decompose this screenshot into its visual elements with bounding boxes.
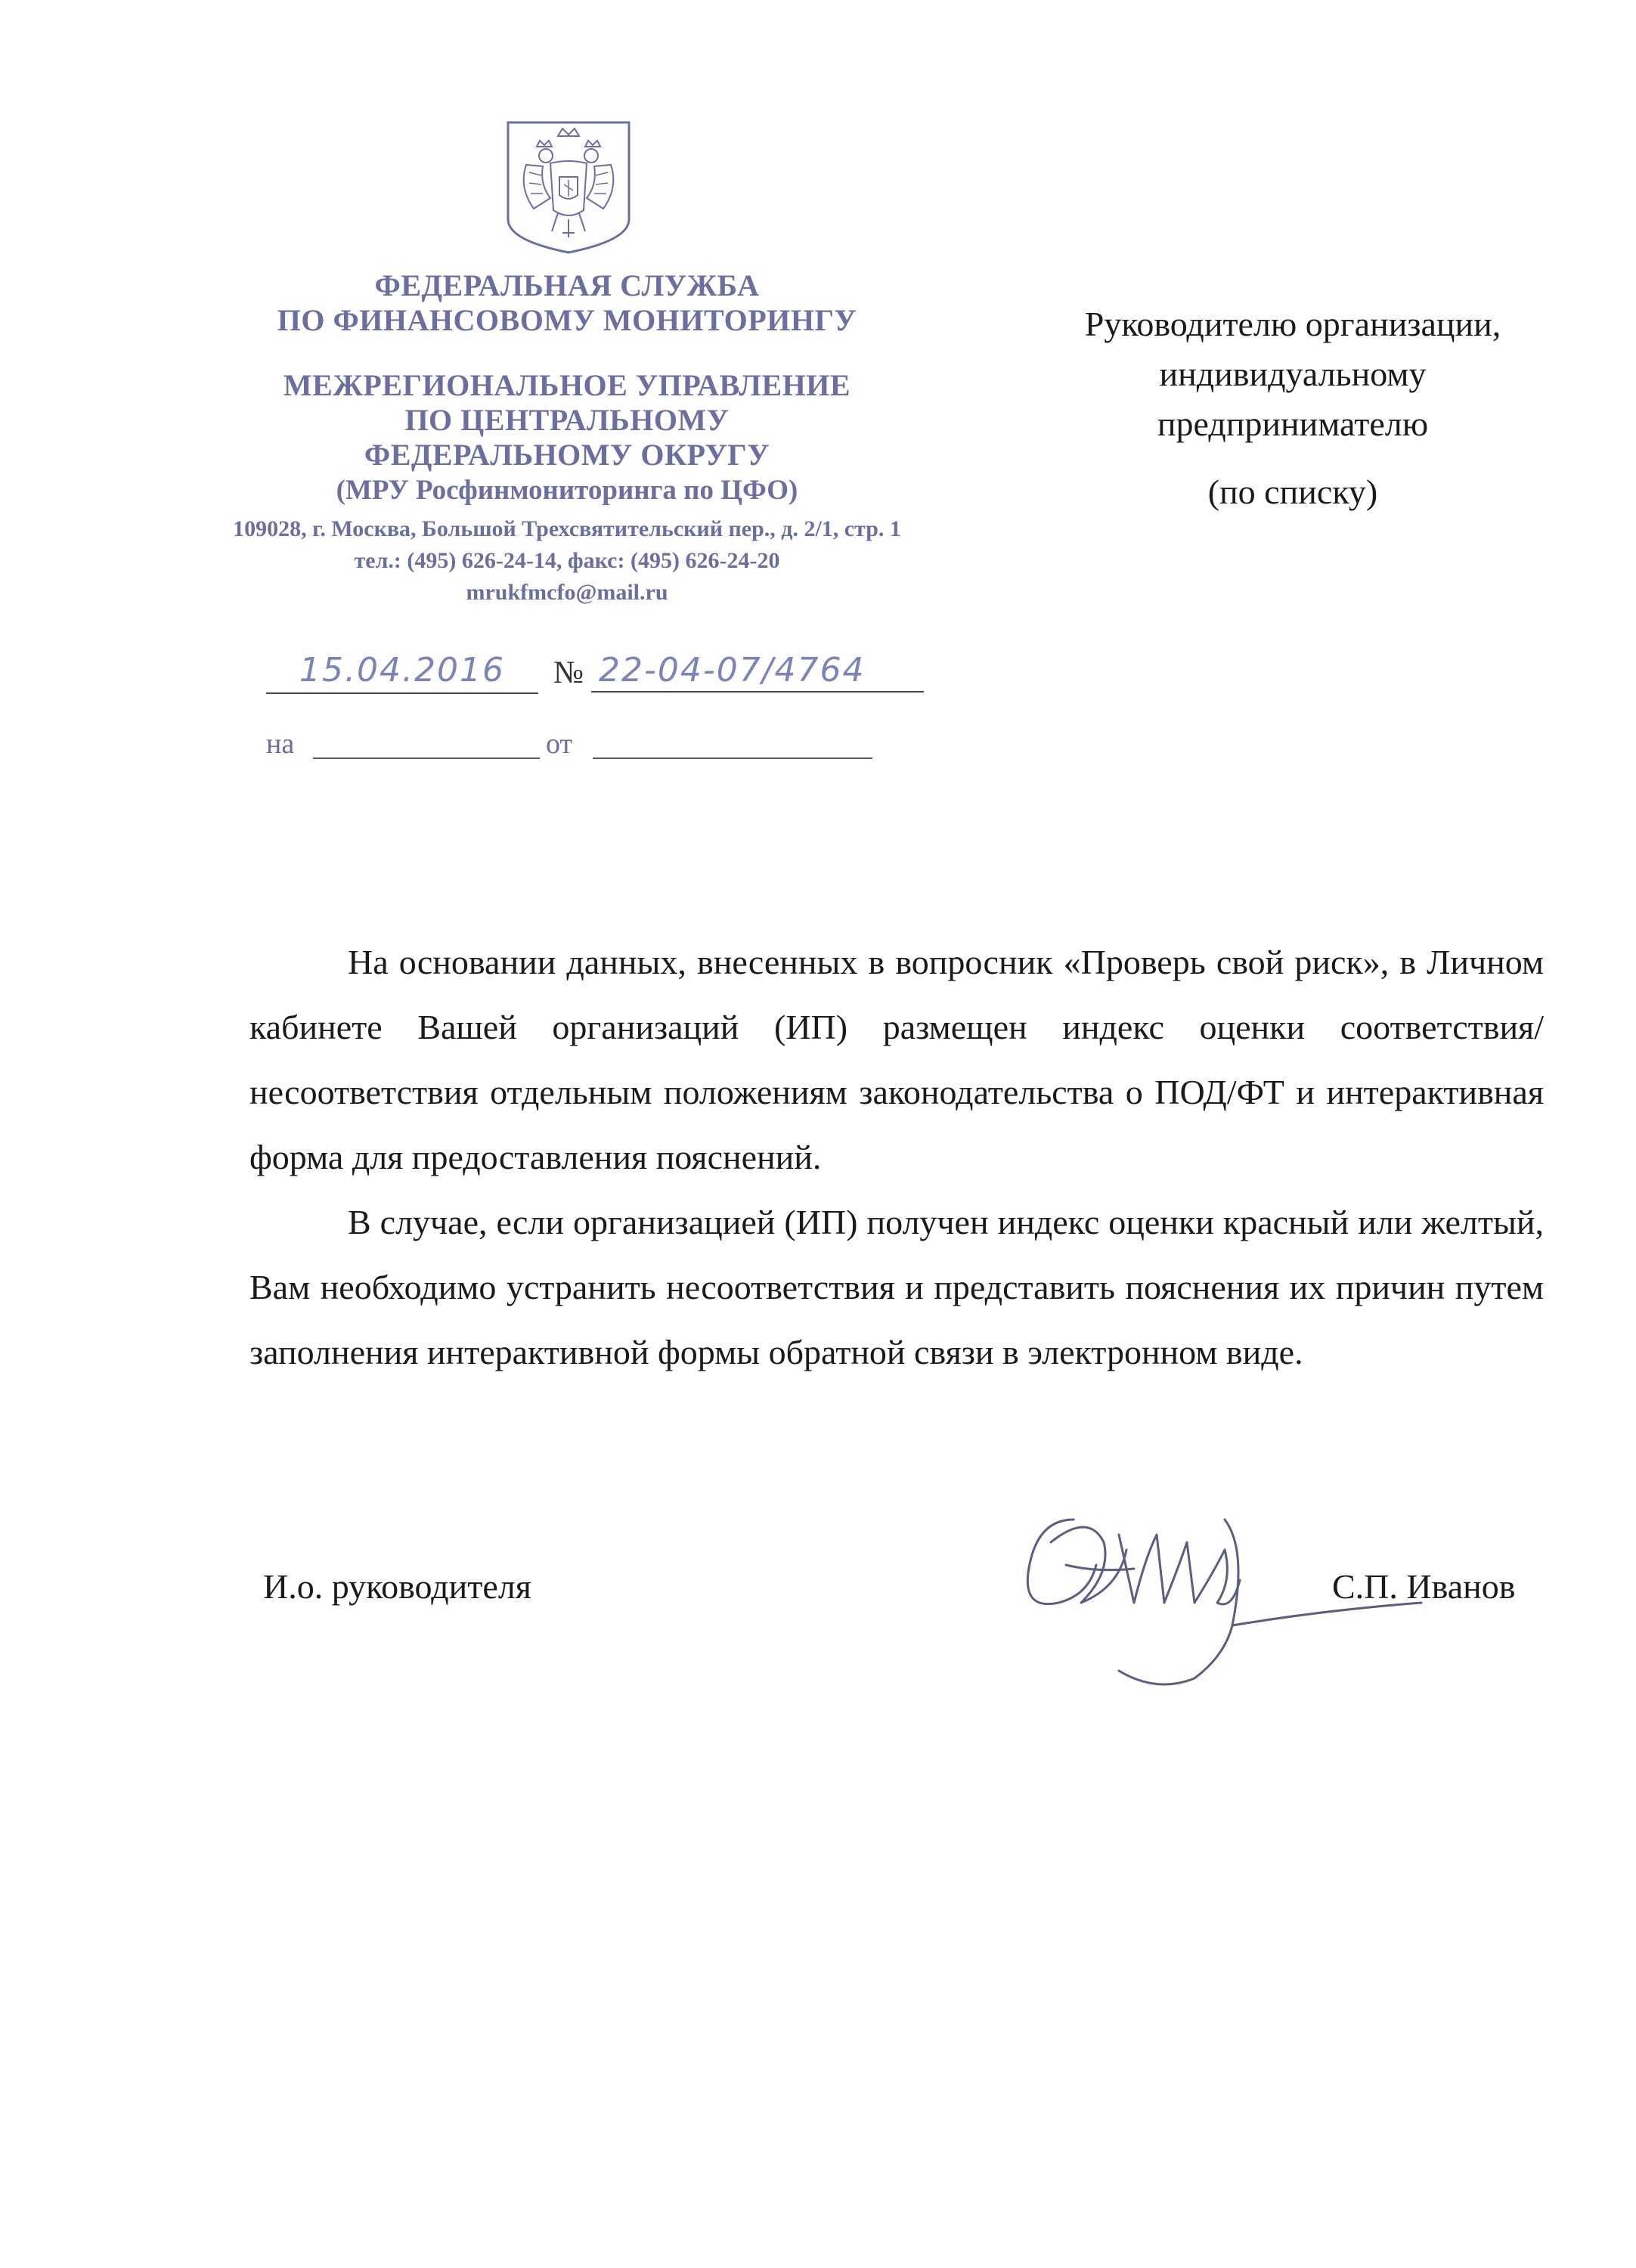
reference-line (266, 727, 947, 765)
department-name-line-3: ФЕДЕРАЛЬНОМУ ОКРУГУ (364, 438, 770, 472)
registration-number: 22-04-07/4764 (591, 649, 924, 692)
address: 109028, г. Москва, Большой Трехсвятительский пер., д. 2/1, стр. 1 (233, 516, 901, 541)
email: mrukfmcfo@mail.ru (466, 580, 668, 605)
addressee-line-2: индивидуальному (1159, 355, 1427, 393)
body-paragraph-2: В случае, если организацией (ИП) получен индекс оценки красный или желтый, Вам необходимо устранить несоответствия и представить пояснения их причин путем заполнения интерактивной формы обратной связи в электронном виде. (249, 1203, 1544, 1371)
addressee-line-1: Руководителю организации, (1084, 305, 1501, 343)
department-name-line-2: ПО ЦЕНТРАЛЬНОМУ (404, 403, 730, 437)
letter-body (249, 930, 1544, 1385)
agency-name-line-1: ФЕДЕРАЛЬНАЯ СЛУЖБА (374, 268, 760, 302)
addressee-line-4: (по списку) (1207, 472, 1378, 511)
reference-from-label: от (546, 728, 573, 760)
addressee-line-3: предпринимателю (1157, 404, 1429, 443)
department-name-line-1: МЕЖРЕГИОНАЛЬНОЕ УПРАВЛЕНИЕ (283, 368, 851, 402)
signatory-role: И.о. руководителя (263, 1567, 531, 1606)
registration-line (266, 649, 947, 694)
registration-date: 15.04.2016 (266, 649, 538, 694)
phone-fax: тел.: (495) 626-24-14, факс: (495) 626-24-20 (354, 548, 780, 573)
number-sign: № (553, 655, 584, 690)
department-abbreviation: (МРУ Росфинмониторинга по ЦФО) (336, 475, 798, 506)
body-paragraph-1: На основании данных, внесенных в вопросник «Проверь свой риск», в Личном кабинете Вашей организаций (ИП) размещен индекс оценки соответствия/несоответствия отдельным положениям законодательства о ПОД/ФТ и интерактивная форма для предоставления пояснений. (249, 943, 1544, 1176)
addressee-block (1058, 299, 1527, 517)
signatory-name: С.П. Иванов (1332, 1567, 1516, 1606)
reference-label: на (266, 728, 295, 760)
coat-of-arms-icon (504, 119, 634, 256)
agency-name-line-2: ПО ФИНАНСОВОМУ МОНИТОРИНГУ (277, 303, 857, 337)
reference-number-blank (313, 758, 540, 759)
reference-date-blank (593, 758, 872, 759)
letterhead (189, 268, 945, 609)
